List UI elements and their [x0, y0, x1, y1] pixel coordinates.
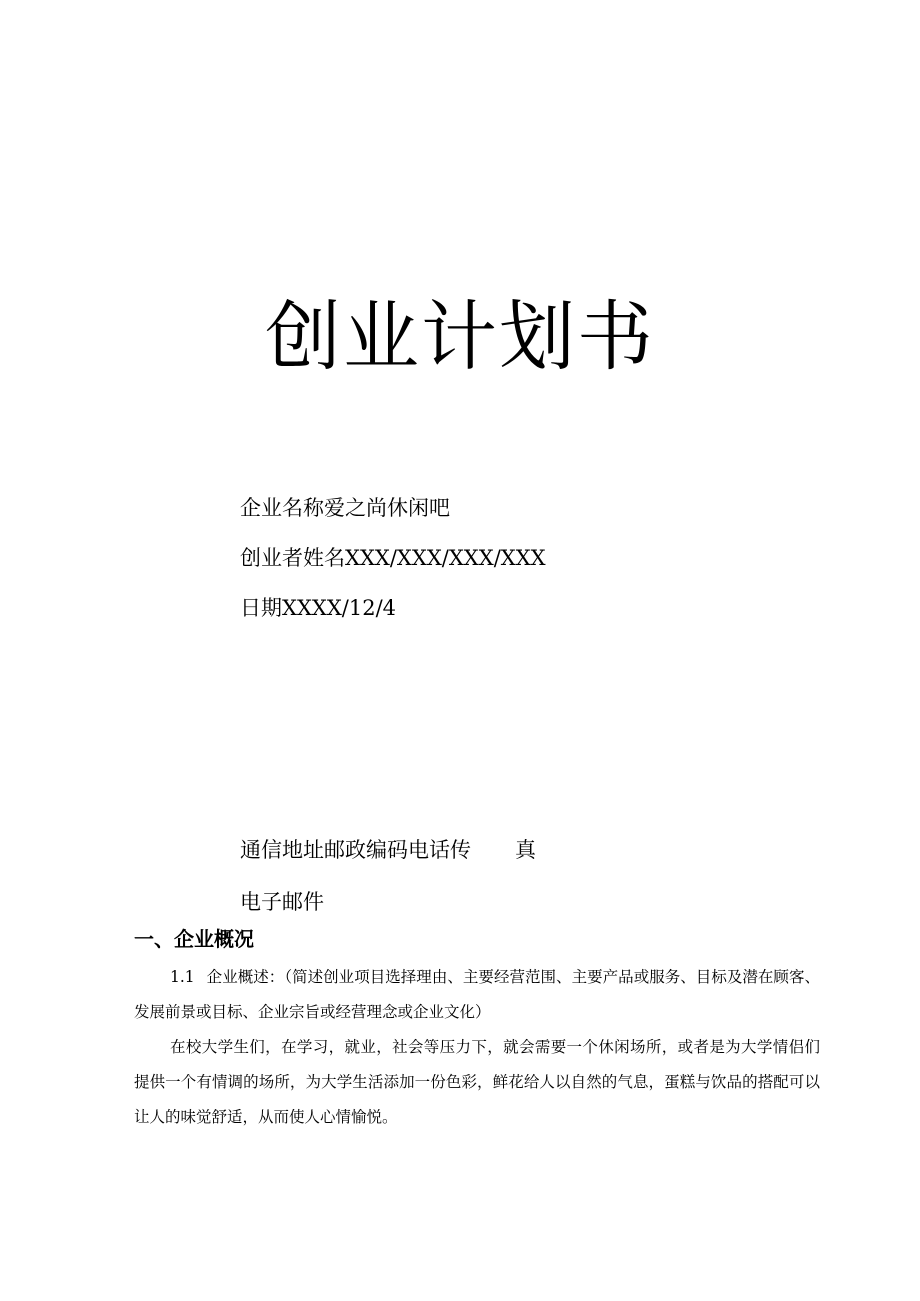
company-name-line: 企业名称爱之尚休闲吧 [240, 496, 450, 520]
document-title: 创业计划书 [265, 292, 655, 381]
body-paragraph: 在校大学生们，在学习，就业，社会等压力下，就会需要一个休闲场所，或者是为大学情侣们提供一个有情调的场所，为大学生活添加一份色彩，鲜花给人以自然的气息，蛋糕与饮品的搭配可以让人的味觉舒适，从而使人心情愉悦。 [134, 1038, 820, 1126]
founders-line: 创业者姓名XXX/XXX/XXX/XXX [240, 546, 546, 570]
contact-line-tail: 真 [515, 838, 536, 862]
email-line: 电子邮件 [240, 890, 324, 914]
section-1-1-number: 1.1 [170, 968, 195, 986]
contact-line-main: 通信地址邮政编码电话传 [240, 838, 471, 862]
section-1-1-paragraph [134, 960, 820, 1030]
date-line: 日期XXXX/12/4 [240, 596, 397, 620]
section-heading: 一、企业概况 [134, 927, 254, 951]
section-1-1-text: 企业概述：（简述创业项目选择理由、主要经营范围、主要产品或服务、目标及潜在顾客、发展前景或目标、企业宗旨或经营理念或企业文化） [134, 968, 820, 1021]
contact-line [240, 836, 536, 864]
